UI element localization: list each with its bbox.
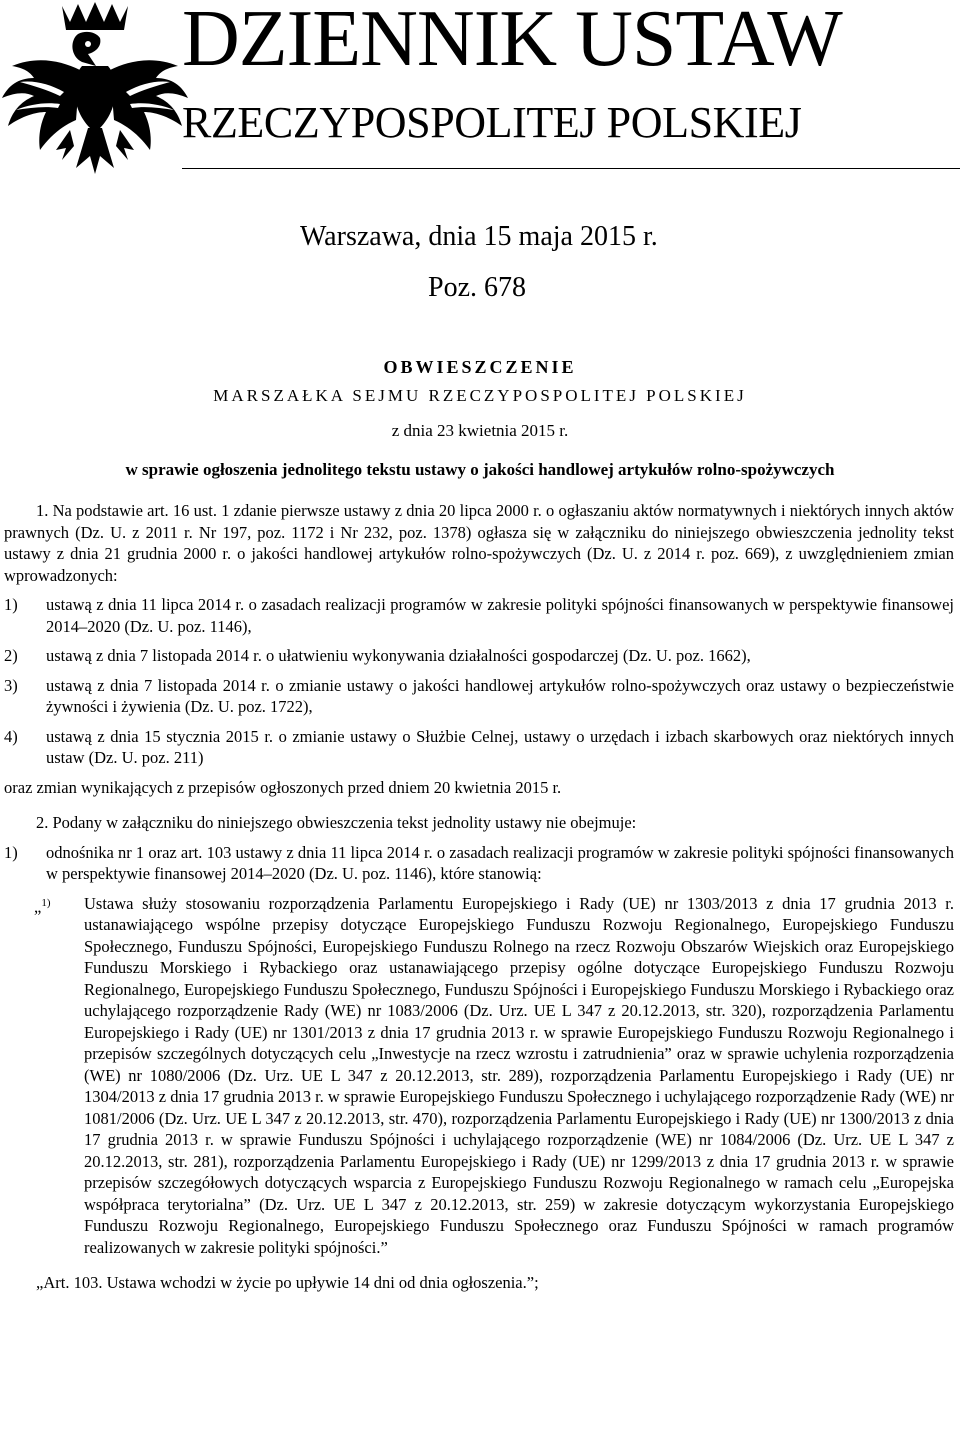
footnote-marker — [34, 893, 51, 918]
list-item-text: ustawą z dnia 11 lipca 2014 r. o zasadach realizacji programów w zakresie polityki spójności finansowanych w perspektywie finansowej 2014–2020 (Dz. U. poz. 1146), — [46, 595, 954, 636]
act-type-heading: OBWIESZCZENIE — [383, 357, 577, 377]
list-item-number: 1) — [4, 595, 18, 614]
list-item — [4, 675, 954, 718]
act-date: z dnia 23 kwietnia 2015 r. — [391, 421, 569, 440]
act-issuer-heading: MARSZAŁKA SEJMU RZECZYPOSPOLITEJ POLSKIEJ — [213, 386, 747, 405]
list-item-text: ustawą z dnia 7 listopada 2014 r. o zmianie ustawy o jakości handlowej artykułów rolno-spożywczych oraz ustawy o bezpieczeństwie żywności i żywienia (Dz. U. poz. 1722), — [46, 675, 954, 716]
polish-eagle-emblem-icon — [0, 0, 190, 178]
list-item-number: 4) — [4, 726, 18, 746]
document-body — [4, 500, 954, 1294]
paragraph-1-closing: oraz zmian wynikających z przepisów ogłoszonych przed dniem 20 kwietnia 2015 r. — [4, 777, 562, 797]
list-item-number: 1) — [4, 842, 18, 862]
list-item-number: 3) — [4, 675, 18, 695]
list-item-number: 2) — [4, 646, 18, 665]
paragraph-1: 1. Na podstawie art. 16 ust. 1 zdanie pierwsze ustawy z dnia 20 lipca 2000 r. o ogłaszaniu aktów normatywnych i niektórych innych aktów prawnych (Dz. U. z 2011 r. Nr 197, poz. 1172 i Nr 232, poz. 1378) ogłasza się w załączniku do niniejszego obwieszczenia jednolity tekst ustawy z dnia 21 grudnia 2000 r. o jakości handlowej artykułów rolno-spożywczych (Dz. U. z 2014 r. poz. 669), z uwzględnieniem zmian wprowadzonych: — [4, 501, 954, 585]
list-item — [4, 842, 954, 885]
list-item-text: odnośnika nr 1 oraz art. 103 ustawy z dnia 11 lipca 2014 r. o zasadach realizacji programów w zakresie polityki spójności finansowanych w perspektywie finansowej 2014–2020 (Dz. U. poz. 1146), które stanowią: — [46, 842, 954, 883]
masthead-divider — [182, 168, 960, 169]
article-103: „Art. 103. Ustawa wchodzi w życie po upływie 14 dni od dnia ogłoszenia.”; — [36, 1273, 539, 1292]
footnote-text: Ustawa służy stosowaniu rozporządzenia Parlamentu Europejskiego i Rady (UE) nr 1303/2013 z dnia 17 grudnia 2013 r. ustanawiającego wspólne przepisy dotyczące Europejskiego Funduszu Rozwoju Regionalnego, Europejskiego Funduszu Społecznego, Funduszu Spójności, Europejskiego Funduszu Rolnego na rzecz Rozwoju Obszarów Wiejskich oraz Europejskiego Funduszu Morskiego i Rybackiego oraz ustanawiającego przepisy ogólne dotyczące Europejskiego Funduszu Rozwoju Regionalnego, Europejskiego Funduszu Społecznego, Funduszu Spójności i Europejskiego Funduszu Morskiego i Rybackiego oraz uchylającego rozporządzenie Rady (WE) nr 1083/2006 (Dz. Urz. UE L 347 z 20.12.2013, str. 320), rozporządzenia Parlamentu Europejskiego i Rady (UE) nr 1301/2013 z dnia 17 grudnia 2013 r. w sprawie Europejskiego Funduszu Rozwoju Regionalnego i przepisów szczególnych dotyczących celu „Inwestycje na rzecz wzrostu i zatrudnienia” oraz w sprawie uchylenia rozporządzenia (WE) nr 1080/2006 (Dz. Urz. UE L 347 z 20.12.2013, str. 289), rozporządzenia Parlamentu Europejskiego i Rady (UE) nr 1304/2013 z dnia 17 grudnia 2013 r. w sprawie Europejskiego Funduszu Społecznego i uchylającego rozporządzenie Rady (WE) nr 1081/2006 (Dz. Urz. UE L 347 z 20.12.2013, str. 470), rozporządzenia Parlamentu Europejskiego i Rady (UE) nr 1300/2013 z dnia 17 grudnia 2013 r. w sprawie Funduszu Spójności i uchylającego rozporządzenie (WE) nr 1084/2006 (Dz. Urz. UE L 347 z 20.12.2013, str. 281), rozporządzenia Parlamentu Europejskiego i Rady (UE) nr 1299/2013 z dnia 17 grudnia 2013 r. w sprawie przepisów szczegółowych dotyczących wsparcia z Europejskiego Funduszu Rozwoju Regionalnego w ramach celu „Europejska współpraca terytorialna” (Dz. Urz. UE L 347 z 20.12.2013, str. 259) w zakresie dotyczącym wykorzystania Europejskiego Funduszu Rozwoju Regionalnego, Europejskiego Funduszu Społecznego oraz Funduszu Spójności w ramach programów realizowanych w zakresie polityki spójności.” — [84, 893, 954, 1257]
masthead-title: DZIENNIK USTAW — [182, 0, 842, 83]
act-subject: w sprawie ogłoszenia jednolitego tekstu ustawy o jakości handlowej artykułów rolno-spożywczych — [125, 460, 835, 479]
footnote-open-quote: „ — [34, 897, 42, 916]
list-item — [4, 645, 954, 667]
issue-date: Warszawa, dnia 15 maja 2015 r. — [300, 221, 658, 252]
quoted-footnote — [4, 893, 954, 1259]
list-item-text: ustawą z dnia 15 stycznia 2015 r. o zmianie ustawy o Służbie Celnej, ustawy o urzędach i izbach skarbowych oraz niektórych innych ustaw (Dz. U. poz. 211) — [46, 726, 954, 767]
paragraph-2: 2. Podany w załączniku do niniejszego obwieszczenia tekst jednolity ustawy nie obejmuje: — [36, 813, 637, 832]
footnote-number: 1) — [41, 896, 51, 909]
list-item — [4, 726, 954, 769]
position-number: Poz. 678 — [428, 272, 526, 303]
list-item-text: ustawą z dnia 7 listopada 2014 r. o ułatwieniu wykonywania działalności gospodarczej (Dz. U. poz. 1662), — [46, 646, 751, 665]
list-item — [4, 594, 954, 637]
masthead-subtitle: RZECZYPOSPOLITEJ POLSKIEJ — [182, 98, 802, 147]
